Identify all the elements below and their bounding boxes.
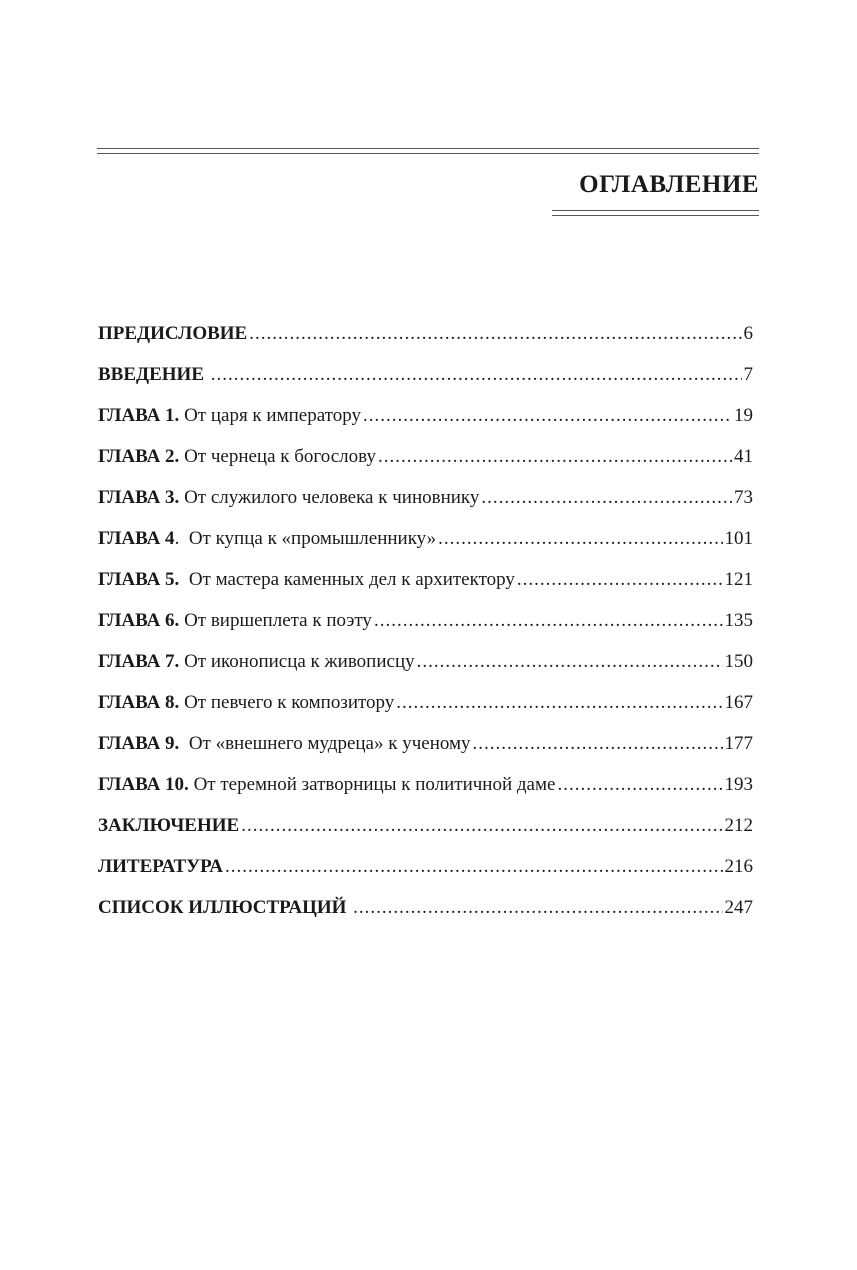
toc-page-number: 167 — [724, 692, 753, 713]
toc-label: ЛИТЕРАТУРА — [98, 856, 224, 877]
toc-title: От иконописца к живописцу — [184, 651, 415, 672]
dot-leader — [241, 811, 722, 841]
toc-label: ГЛАВА 1. — [98, 405, 180, 426]
toc-label: ГЛАВА 10. — [98, 774, 189, 795]
toc-page-number: 216 — [724, 856, 753, 877]
dot-leader — [378, 442, 732, 472]
toc-page-number: 6 — [743, 323, 753, 344]
toc-title: От чернеца к богослову — [184, 446, 376, 467]
toc-page-number: 19 — [734, 405, 753, 426]
dot-leader — [249, 319, 741, 349]
toc-entry-chapter-8[interactable] — [98, 688, 753, 729]
toc-label: ГЛАВА 6. — [98, 610, 180, 631]
toc-entry-chapter-3[interactable] — [98, 483, 753, 524]
toc-entry-chapter-10[interactable] — [98, 770, 753, 811]
toc-label: ГЛАВА 3. — [98, 487, 180, 508]
dot-leader — [363, 401, 732, 431]
toc-entry-chapter-1[interactable] — [98, 401, 753, 442]
toc-entry-illustrations[interactable] — [98, 893, 753, 934]
title-double-rule — [552, 210, 759, 216]
toc-label: ГЛАВА 9. — [98, 733, 180, 754]
toc-label: ГЛАВА 8. — [98, 692, 180, 713]
dot-leader — [211, 360, 742, 390]
toc-entry-chapter-6[interactable] — [98, 606, 753, 647]
toc-entry-chapter-4[interactable]: ГЛАВА 4 . От купца к «промышленнику» ..... 101 — [98, 524, 753, 565]
toc-page-number: 7 — [743, 364, 753, 385]
toc-label: СПИСОК ИЛЛЮСТРАЦИЙ — [98, 897, 347, 918]
toc-title: От теремной затворницы к политичной даме — [193, 774, 556, 795]
toc-label: ГЛАВА 4 — [98, 528, 175, 549]
dot-leader — [353, 893, 722, 923]
toc-label: ГЛАВА 7. — [98, 651, 180, 672]
toc-title: От царя к императору — [184, 405, 361, 426]
toc-page-number: 73 — [734, 487, 753, 508]
toc-label: ЗАКЛЮЧЕНИЕ — [98, 815, 240, 836]
toc-page-number: 121 — [724, 569, 753, 590]
dot-leader — [374, 606, 723, 636]
toc-page-number: 212 — [724, 815, 753, 836]
toc-entry-chapter-9[interactable] — [98, 729, 753, 770]
table-of-contents — [98, 319, 753, 934]
toc-label: ВВЕДЕНИЕ — [98, 364, 204, 385]
toc-entry-chapter-5[interactable] — [98, 565, 753, 606]
toc-page-number: 101 — [724, 528, 753, 549]
toc-page-number: 247 — [724, 897, 753, 918]
toc-label: ПРЕДИСЛОВИЕ — [98, 323, 248, 344]
toc-page-number: 41 — [734, 446, 753, 467]
toc-title: От виршеплета к поэту — [184, 610, 372, 631]
toc-entry-chapter-2[interactable] — [98, 442, 753, 483]
dot-leader — [438, 524, 722, 554]
toc-page-number: 135 — [724, 610, 753, 631]
toc-title: От мастера каменных дел к архитектору — [188, 569, 515, 590]
toc-label: ГЛАВА 2. — [98, 446, 180, 467]
toc-title: От служилого человека к чиновнику — [184, 487, 480, 508]
toc-entry-chapter-7[interactable] — [98, 647, 753, 688]
dot-leader — [417, 647, 723, 677]
dot-leader — [473, 729, 723, 759]
dot-leader — [396, 688, 722, 718]
toc-title: От певчего к композитору — [184, 692, 395, 713]
toc-entry-preface[interactable] — [98, 319, 753, 360]
dot-leader — [481, 483, 732, 513]
dot-leader — [225, 852, 722, 882]
dot-leader — [517, 565, 723, 595]
toc-label: ГЛАВА 5. — [98, 569, 180, 590]
top-double-rule — [97, 148, 759, 154]
page-title: ОГЛАВЛЕНИЕ — [579, 171, 759, 198]
dot-leader — [557, 770, 722, 800]
toc-title: От купца к «промышленнику» — [188, 528, 437, 549]
toc-entry-conclusion[interactable] — [98, 811, 753, 852]
toc-entry-literature[interactable] — [98, 852, 753, 893]
toc-page-number: 177 — [724, 733, 753, 754]
toc-page-number: 150 — [724, 651, 753, 672]
toc-entry-introduction[interactable] — [98, 360, 753, 401]
toc-page-number: 193 — [724, 774, 753, 795]
toc-title: От «внешнего мудреца» к ученому — [188, 733, 471, 754]
